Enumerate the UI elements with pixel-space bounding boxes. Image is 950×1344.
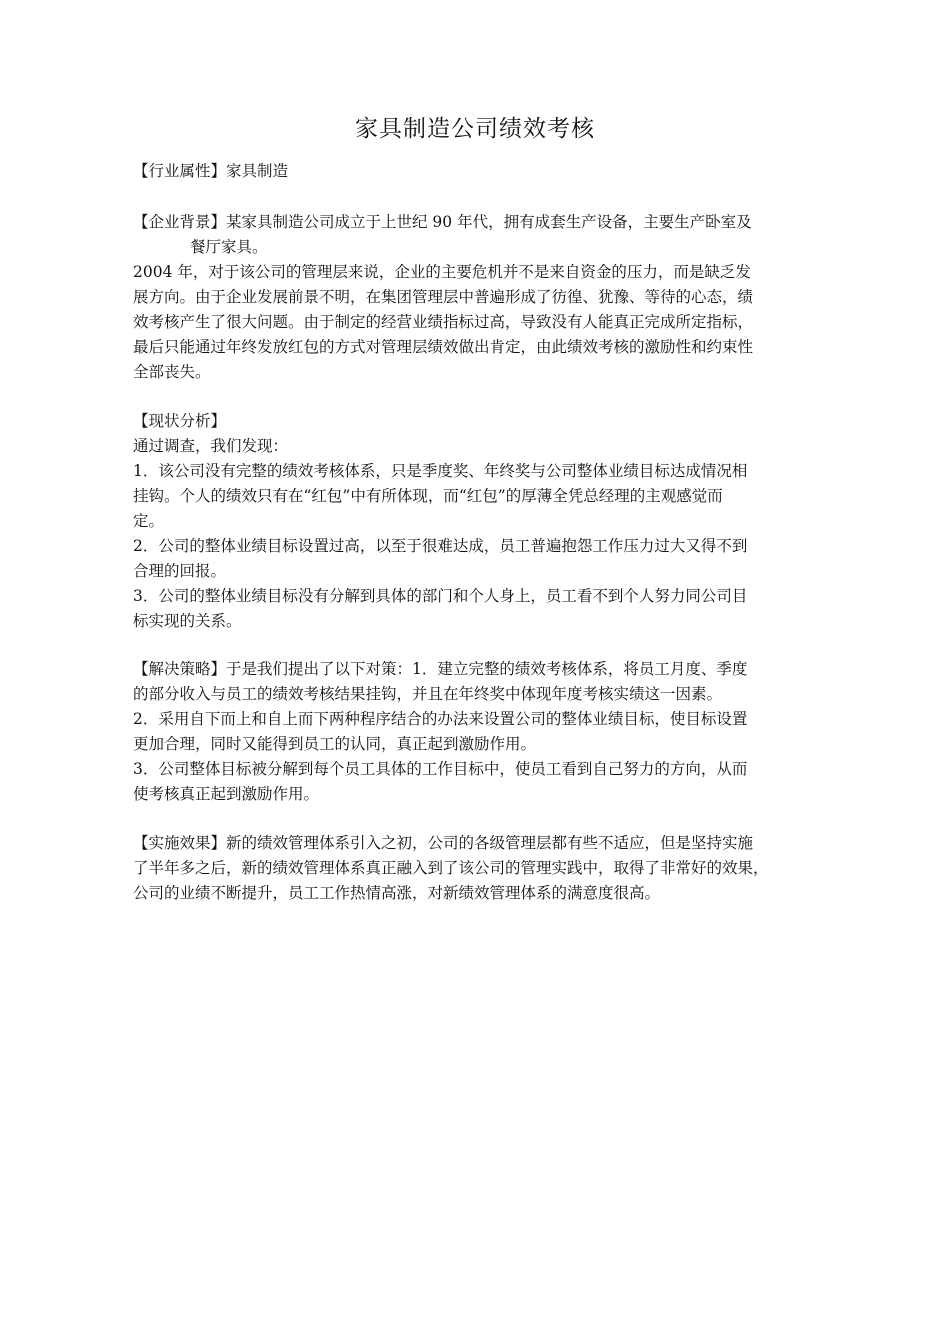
analysis-line-8: 标实现的关系。 (133, 612, 242, 630)
background-line-1: 【企业背景】某家具制造公司成立于上世纪 90 年代，拥有成套生产设备，主要生产卧室及 (133, 213, 752, 231)
background-line-5: 效考核产生了很大问题。由于制定的经营业绩指标过高，导致没有人能真正完成所定指标， (133, 313, 754, 331)
analysis-line-1: 通过调查，我们发现： (133, 437, 289, 455)
strategy-line-6: 使考核真正起到激励作用。 (133, 785, 320, 803)
background-line-6: 最后只能通过年终发放红包的方式对管理层绩效做出肯定，由此绩效考核的激励性和约束性 (133, 338, 754, 356)
strategy-line-2: 的部分收入与员工的绩效考核结果挂钩，并且在年终奖中体现年度考核实绩这一因素。 (133, 685, 723, 703)
analysis-line-2: 1．该公司没有完整的绩效考核体系，只是季度奖、年终奖与公司整体业绩目标达成情况相 (133, 462, 748, 480)
result-line-1: 【实施效果】新的绩效管理体系引入之初，公司的各级管理层都有些不适应，但是坚持实施 (133, 834, 754, 852)
strategy-line-1: 【解决策略】于是我们提出了以下对策：1．建立完整的绩效考核体系，将员工月度、季度 (133, 660, 748, 678)
strategy-line-5: 3．公司整体目标被分解到每个员工具体的工作目标中，使员工看到自己努力的方向，从而 (133, 760, 748, 778)
result-line-3: 公司的业绩不断提升，员工工作热情高涨，对新绩效管理体系的满意度很高。 (133, 884, 661, 902)
background-line-2: 餐厅家具。 (190, 238, 268, 256)
background-line-4: 展方向。由于企业发展前景不明，在集团管理层中普遍形成了彷徨、犹豫、等待的心态，绩 (133, 288, 754, 306)
background-line-7: 全部丧失。 (133, 363, 211, 381)
analysis-line-3: 挂钩。个人的绩效只有在“红包”中有所体现，而“红包”的厚薄全凭总经理的主观感觉而 (133, 487, 723, 505)
analysis-line-7: 3．公司的整体业绩目标没有分解到具体的部门和个人身上，员工看不到个人努力同公司目 (133, 587, 748, 605)
analysis-line-4: 定。 (133, 512, 165, 530)
industry-line: 【行业属性】家具制造 (133, 162, 289, 180)
background-line-3: 2004 年，对于该公司的管理层来说，企业的主要危机并不是来自资金的压力，而是缺乏发 (133, 263, 751, 281)
analysis-heading: 【现状分析】 (133, 412, 227, 430)
page-title: 家具制造公司绩效考核 (355, 116, 595, 142)
strategy-line-4: 更加合理，同时又能得到员工的认同，真正起到激励作用。 (133, 735, 537, 753)
analysis-line-5: 2．公司的整体业绩目标设置过高，以至于很难达成，员工普遍抱怨工作压力过大又得不到 (133, 537, 748, 555)
analysis-line-6: 合理的回报。 (133, 562, 227, 580)
result-line-2: 了半年多之后，新的绩效管理体系真正融入到了该公司的管理实践中，取得了非常好的效果， (133, 859, 769, 877)
strategy-line-3: 2．采用自下而上和自上而下两种程序结合的办法来设置公司的整体业绩目标，使目标设置 (133, 710, 748, 728)
